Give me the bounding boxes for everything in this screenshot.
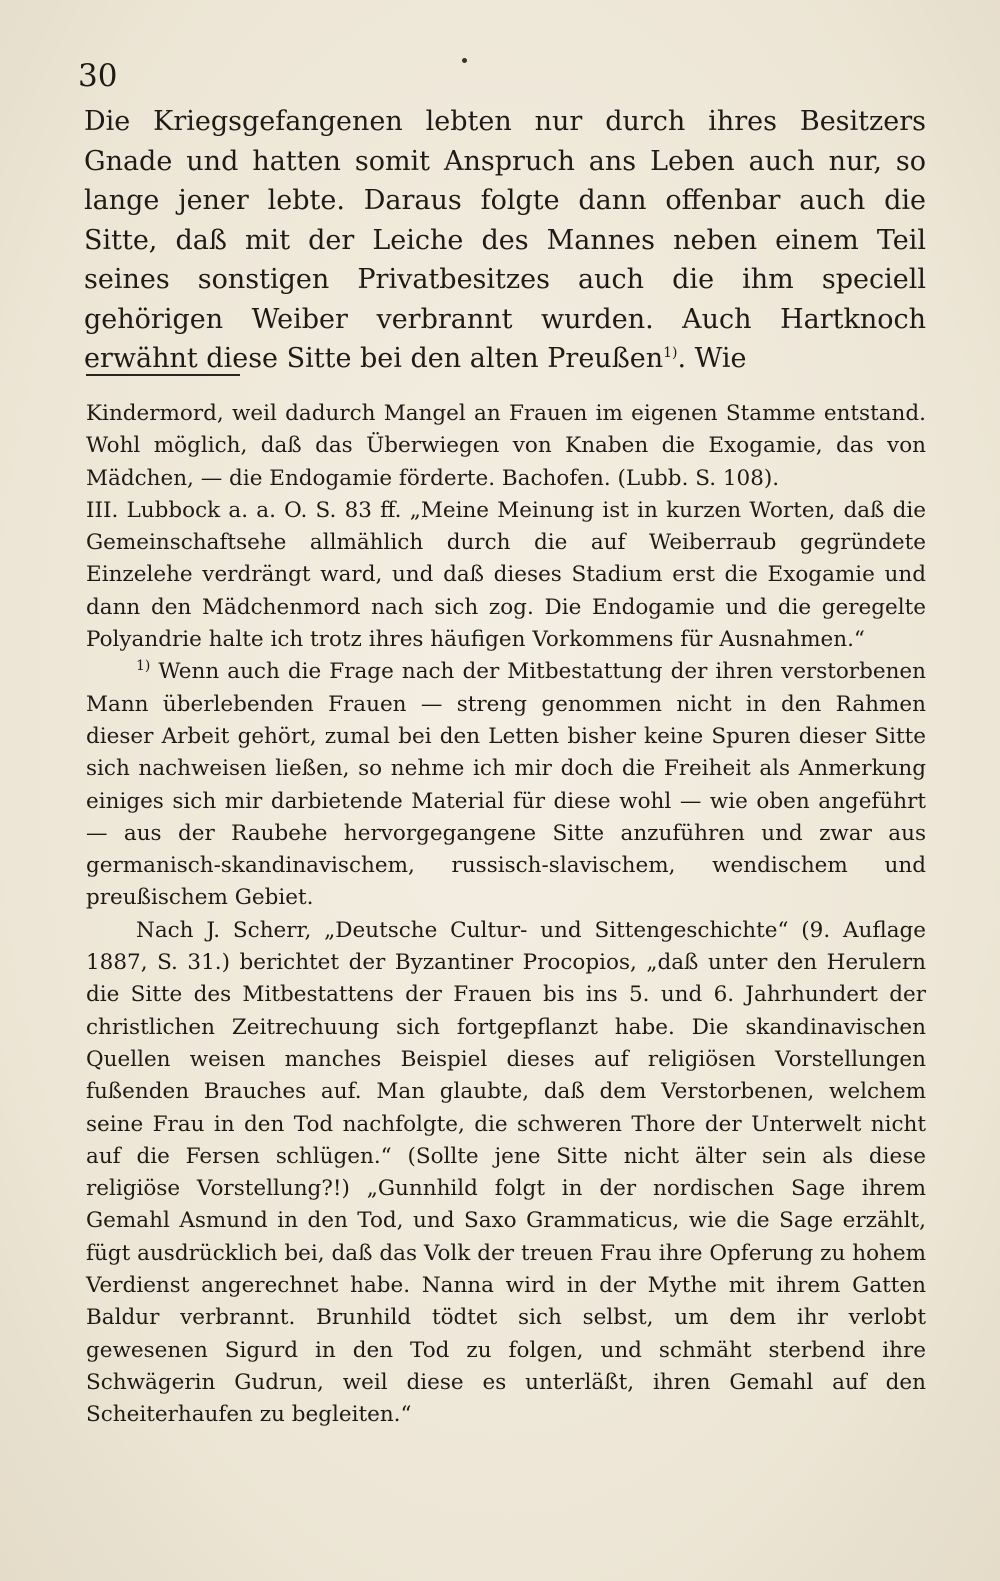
- footnote-1-mark: 1): [136, 658, 151, 675]
- footnotes: [86, 398, 926, 1432]
- scherr-paragraph: Nach J. Scherr, „Deutsche Cultur- und Sittengeschichte“ (9. Auflage 1887, S. 31.) berichtet der Byzantiner Procopios, „daß unter den Herulern die Sitte des Mitbestattens der Frauen bis ins 5. und 6. Jahrhundert der christlichen Zeitrechuung sich fortgepflanzt habe. Die skandinavischen Quellen weisen manches Beispiel dieses auf religiösen Vorstellungen fußenden Brauches auf. Man glaubte, daß dem Verstorbenen, welchem seine Frau in den Tod nachfolgte, die schweren Thore der Unterwelt nicht auf die Fersen schlügen.“ (Sollte jene Sitte nicht älter sein als diese religiöse Vorstellung?!) „Gunnhild folgt in der nordischen Sage ihrem Gemahl Asmund in den Tod, und Saxo Grammaticus, wie die Sage erzählt, fügt ausdrücklich bei, daß das Volk der treuen Frau ihre Opferung zu hohem Verdienst angerechnet habe. Nanna wird in der Mythe mit ihrem Gatten Baldur verbrannt. Brunhild tödtet sich selbst, um dem ihr verlobt gewesenen Sigurd in den Tod zu folgen, und schmäht sterbend ihre Schwägerin Gudrun, weil diese es unterläßt, ihren Gemahl auf den Scheiterhaufen zu begleiten.“: [86, 917, 926, 1428]
- footnote-separator: [86, 374, 240, 376]
- main-paragraph-text: Die Kriegsgefangenen lebten nur durch ihres Besitzers Gnade und hatten somit Anspruch ans Leben auch nur, so lange jener lebte. Daraus folgte dann offenbar auch die Sitte, daß mit der Leiche des Mannes neben einem Teil seines sonstigen Privatbesitzes auch die ihm speciell gehörigen Weiber verbrannt wurden. Auch Hartknoch erwähnt diese Sitte bei den alten Preußen: [84, 106, 926, 374]
- footnote-reference: 1): [663, 345, 678, 361]
- footnote-1: [86, 656, 926, 914]
- main-paragraph-tail: . Wie: [677, 343, 747, 374]
- note-iii: III. Lubbock a. a. O. S. 83 ff. „Meine Meinung ist in kurzen Worten, daß die Gemeinschaftsehe allmählich durch die auf Weiberraub gegründete Einzelehe verdrängt ward, und daß dieses Stadium erst die Exogamie und dann den Mädchenmord nach sich zog. Die Endogamie und die geregelte Polyandrie halte ich trotz ihres häufigen Vorkommens für Ausnahmen.“: [86, 497, 926, 653]
- page-number: 30: [78, 58, 118, 94]
- print-speck: [462, 58, 467, 63]
- main-paragraph: [84, 102, 926, 379]
- continued-note: Kindermord, weil dadurch Mangel an Frauen im eigenen Stamme entstand. Wohl möglich, daß das Überwiegen von Knaben die Exogamie, das von Mädchen, — die Endogamie förderte. Bachofen. (Lubb. S. 108).: [86, 401, 926, 491]
- footnote-1-text: Wenn auch die Frage nach der Mitbestattung der ihren verstorbenen Mann überlebenden Frauen — streng genommen nicht in den Rahmen dieser Arbeit gehört, zumal bei den Letten bisher keine Spuren dieser Sitte sich nachweisen ließen, so nehme ich mir doch die Freiheit als Anmerkung einiges sich mir darbietende Material für diese wohl — wie oben angeführt — aus der Raubehe hervorgegangene Sitte anzuführen und zwar aus germanisch-skandinavischem, russisch-slavischem, wendischem und preußischem Gebiet.: [86, 659, 926, 911]
